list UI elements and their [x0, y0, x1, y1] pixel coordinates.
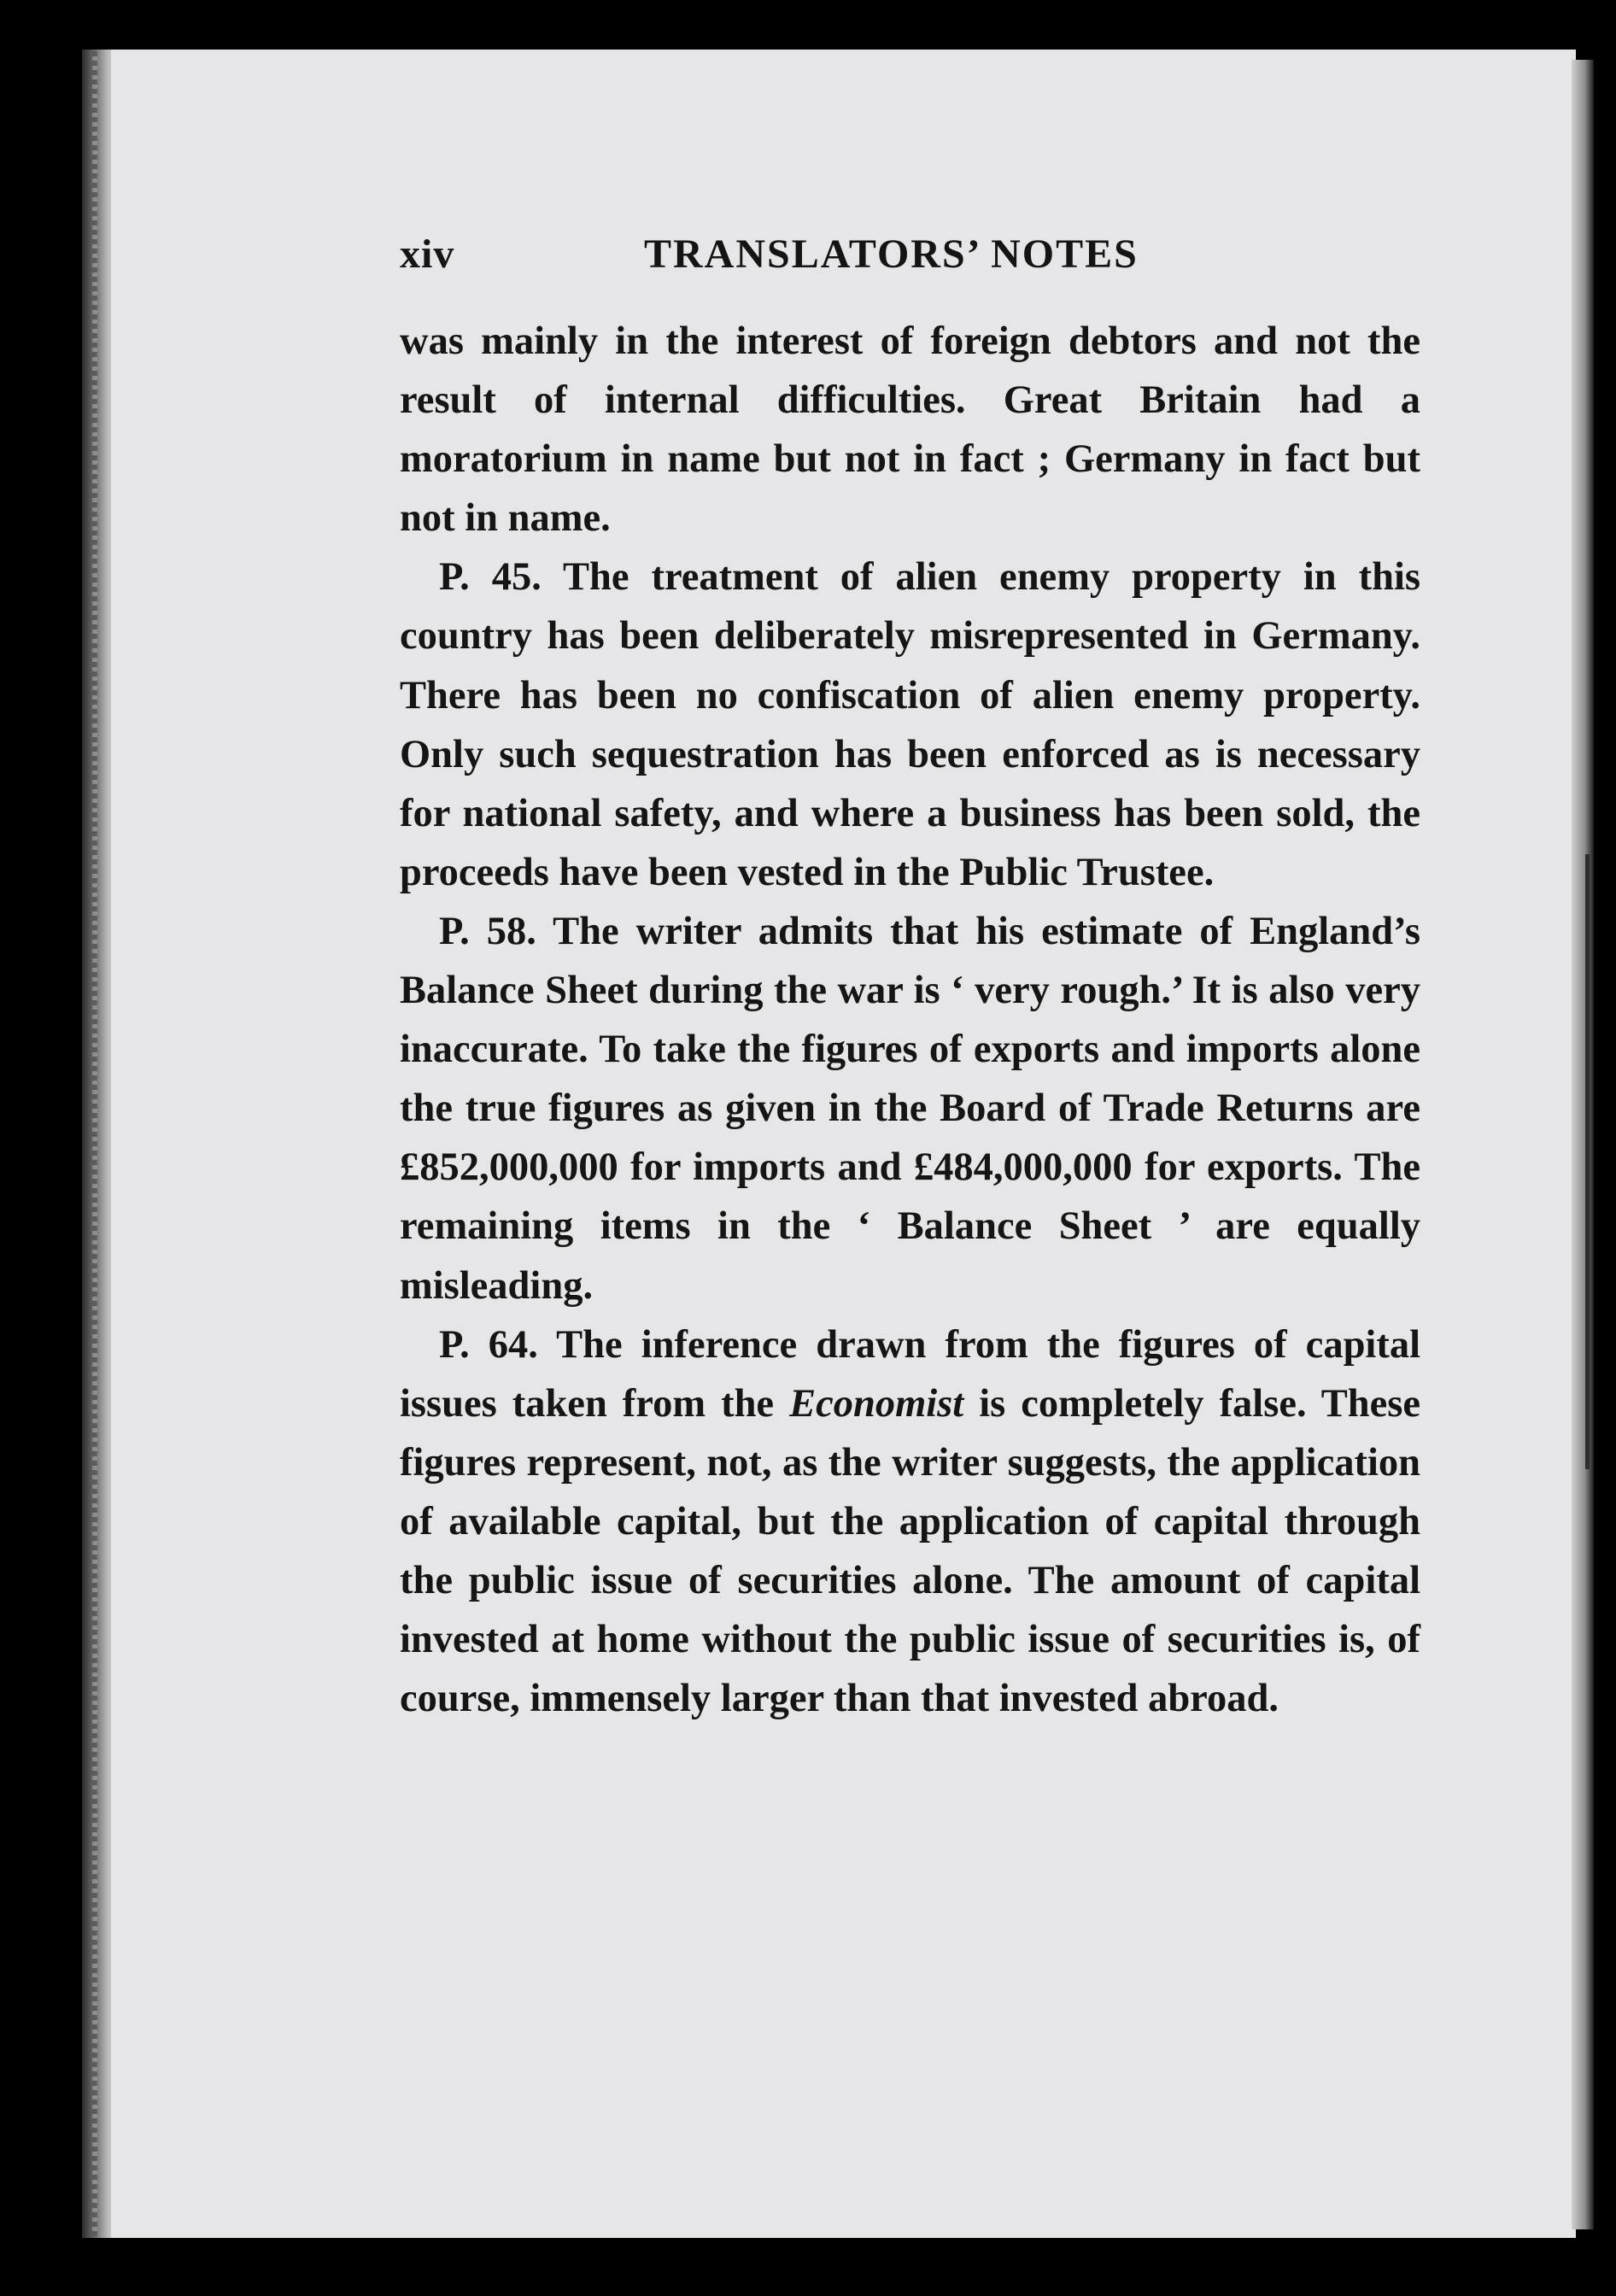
paragraph — [400, 1315, 1420, 1729]
page-edge-mark — [1585, 854, 1590, 1469]
italic-title: Economist — [789, 1381, 964, 1426]
paragraph: was mainly in the interest of foreign debtors and not the result of internal difficulties. Great Britain had a moratorium in name but not in fact ; Germany in fact but not in name. — [400, 319, 1420, 541]
paragraph: P. 58. The writer admits that his estimate of England’s Balance Sheet during the war is ‘ very rough.’ It is also very inaccurate. To take the figures of exports and imports alone the true figures as given in the Board of Trade Returns are £852,000,000 for imports and £484,000,000 for exports. The remaining items in the ‘ Balance Sheet ’ are equally misleading. — [400, 909, 1420, 1308]
paragraph-text: P. 64. The inference drawn from the figures of capital issues taken from the — [400, 1322, 1420, 1426]
running-head: TRANSLATORS’ NOTES — [644, 231, 1139, 277]
page-number: xiv — [400, 231, 455, 277]
body-text — [400, 312, 1420, 1728]
page-edge — [1572, 60, 1594, 2229]
paragraph: P. 45. The treatment of alien enemy property in this country has been deliberately misrepresented in Germany. There has been no confiscation of alien enemy property. Only such sequestration has been enforced as is necessary for national safety, and where a business has been sold, the proceeds have been vested in the Public Trustee. — [400, 555, 1420, 894]
paragraph-text: is completely false. These figures represent, not, as the writer suggests, the application of available capital, but the application of capital through the public issue of securities alone. The amount of capital invested at home without the public issue of securities is, of course, immensely larger than that invested abroad. — [400, 1381, 1420, 1721]
page-header — [400, 231, 1420, 290]
binding-stitch — [92, 51, 97, 2236]
